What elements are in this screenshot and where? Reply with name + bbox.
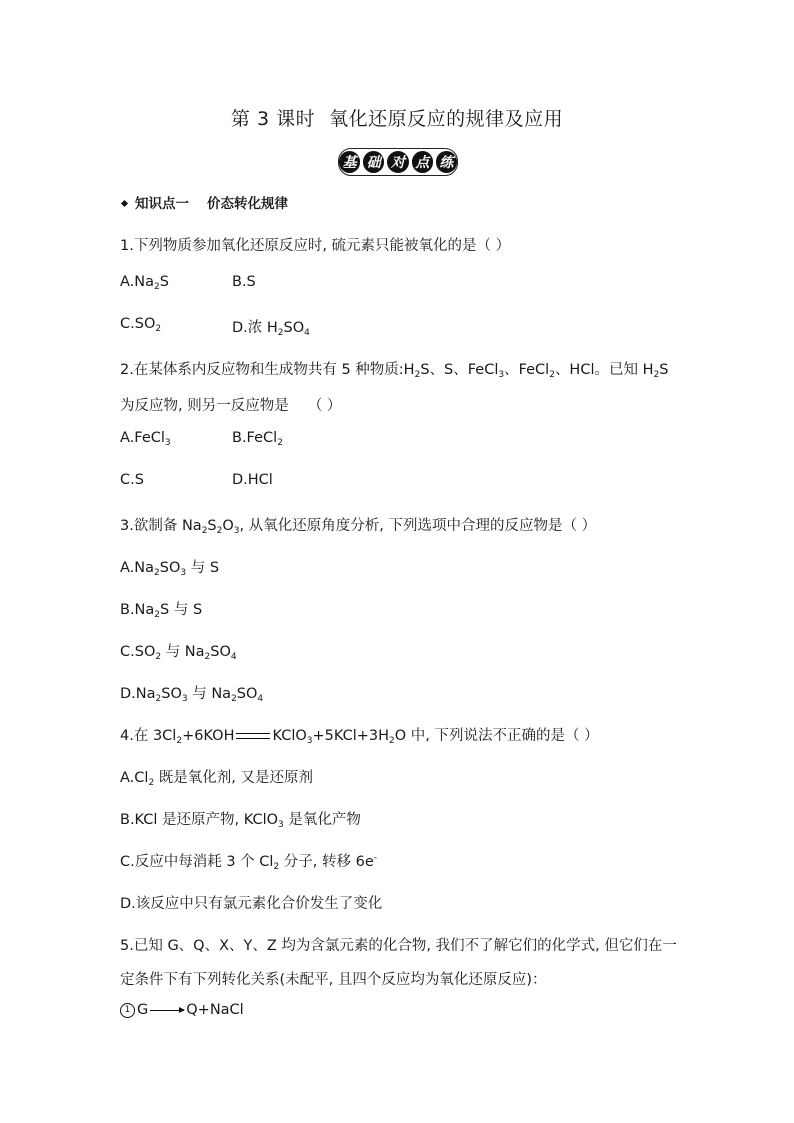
lesson-number: 第 3 课时 [230,108,316,130]
q4-option-c: C.反应中每消耗 3 个 $Cl_2$ 分子, 转移 6e- [120,853,378,872]
lesson-title [0,104,794,131]
q2-option-a: A.FeCl$_3$ [120,430,171,448]
equals-sign-icon [236,733,270,739]
question-5-stem-line2: 定条件下有下列转化关系(未配平, 且四个反应均为氧化还原反应)： [120,972,547,988]
question-4-stem: 4.在 $3Cl_2+6KOH$ $KClO_3+5KCl+3H_2O$ 中, 下列说法不正确的是（ ） [120,728,599,746]
diamond-bullet-icon [121,199,128,206]
q3-option-c: $C.SO_2$ 与 $Na_2SO_4$ [120,644,237,662]
question-5-stem: 5.已知 G、Q、X、Y、Z 均为含氯元素的化合物, 我们不了解它们的化学式, 但它们在一 [120,938,677,954]
banner-char: 点 [412,151,433,173]
question-3-stem: 3.欲制备 $Na_2S_2O_3$, 从氧化还原角度分析, 下列选项中合理的反应物是（ ） [120,518,597,536]
q4-option-d: D.该反应中只有氯元素化合价发生了变化 [120,896,383,912]
q2-option-d: D.HCl [232,472,273,488]
banner-char: 基 [339,151,360,173]
knowledge-point-heading: 知识点一 价态转化规律 [120,192,288,212]
q3-option-a: $A.Na_2SO_3$ 与 S [120,560,220,578]
q3-option-d: $D.Na_2SO_3$ 与 $Na_2SO_4$ [120,686,264,704]
q5-reaction-1: 1 G Q+NaCl [120,1002,244,1018]
reaction-arrow-icon [150,1010,184,1011]
section-banner [338,148,458,176]
q2-option-c: C.S [120,472,144,488]
circled-number-icon: 1 [120,1003,135,1018]
question-1-stem: 1.下列物质参加氧化还原反应时, 硫元素只能被氧化的是（ ） [120,238,511,254]
q1-option-d: D.浓 $H_2SO_4$ [232,320,310,338]
question-2-stem: 2.在某体系内反应物和生成物共有 5 种物质$:H_2S$、S、FeCl$_3$、FeCl$_2$、HCl。已知 $H_2S$ [120,362,669,380]
q4-option-b: B.KCl 是还原产物, KClO$_3$ 是氧化产物 [120,812,361,830]
q4-option-a: $A.Cl_2$ 既是氧化剂, 又是还原剂 [120,770,313,788]
lesson-topic: 氧化还原反应的规律及应用 [329,108,564,130]
q1-option-b: B.S [232,274,256,290]
q1-option-c: $C.SO_2$ [120,316,162,334]
q2-option-b: B.FeCl$_2$ [232,430,283,448]
question-2-stem-line2: 为反应物, 则另一反应物是 （ ） [120,398,342,414]
q3-option-b: $B.Na_2S$ 与 S [120,602,203,620]
banner-char: 础 [363,151,384,173]
banner-char: 对 [387,151,408,173]
q1-option-a: $A.Na_2S$ [120,274,169,292]
banner-char: 练 [436,151,457,173]
